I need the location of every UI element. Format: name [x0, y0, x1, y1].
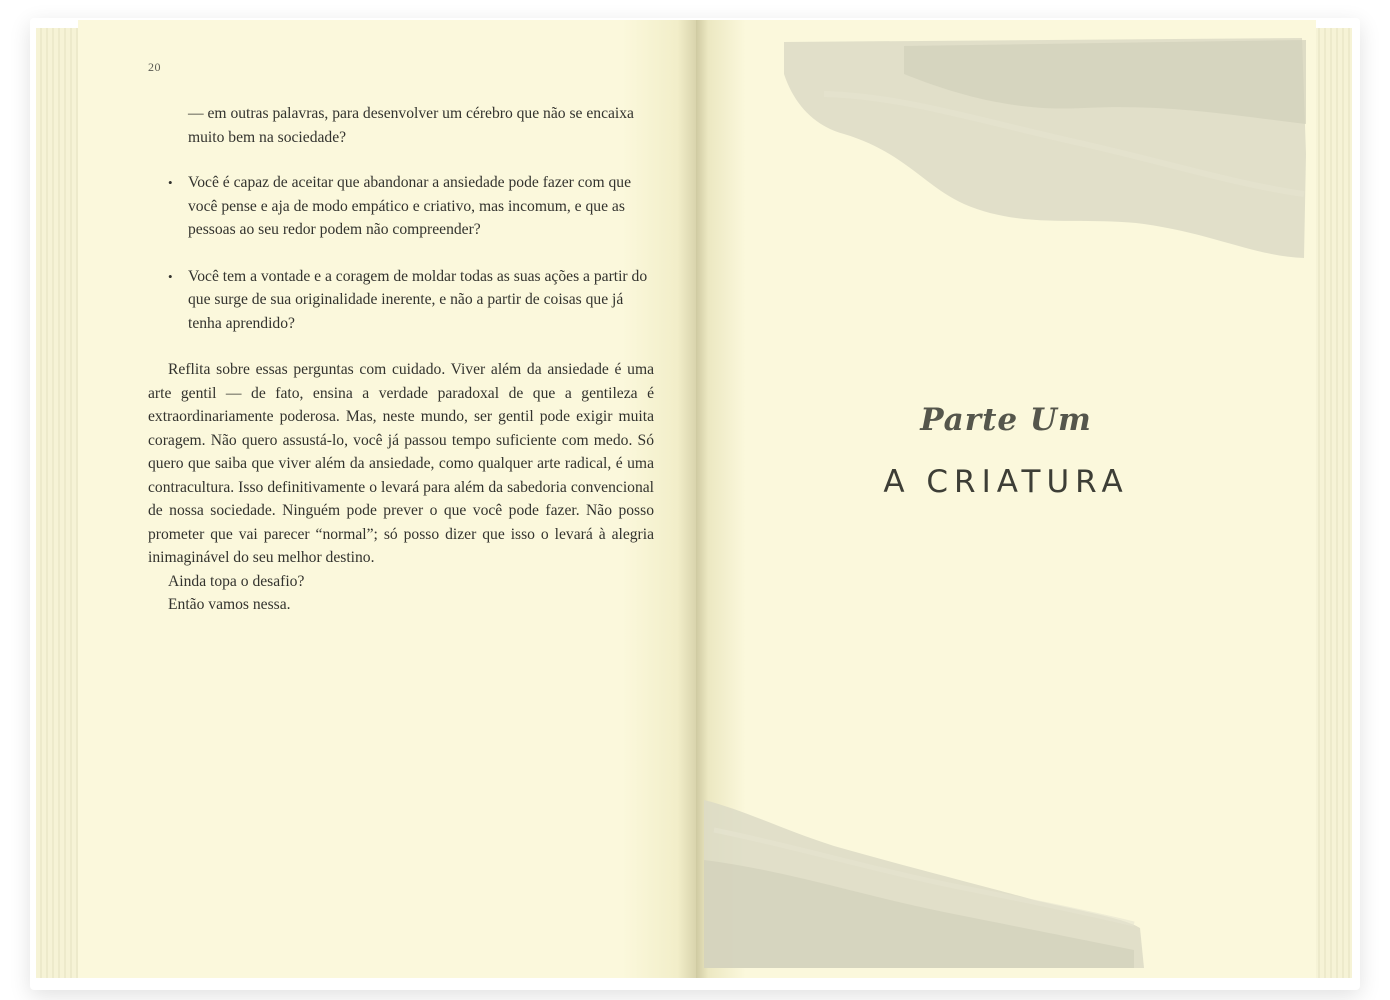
part-label: Parte Um: [920, 402, 1092, 438]
bullet-item: [148, 171, 654, 242]
brush-stroke-top: [784, 34, 1306, 264]
bullet-list: [148, 171, 654, 335]
bullet-icon: •: [168, 175, 173, 190]
bullet-text: Você tem a vontade e a coragem de moldar todas as suas ações a partir do que surge de sua originalidade inerente, e não a partir de coisas que já tenha aprendido?: [188, 267, 648, 332]
page-edges-right: [1314, 28, 1352, 978]
right-page: [696, 20, 1316, 978]
continuation-text: — em outras palavras, para desenvolver um cérebro que não se encaixa muito bem na sociedade?: [188, 105, 634, 146]
part-title: A CRIATURA: [883, 464, 1129, 500]
page-number: 20: [148, 60, 161, 74]
closing-line: Ainda topa o desafio?: [168, 572, 305, 590]
closing-line: Então vamos nessa.: [168, 596, 291, 613]
bullet-text: Você é capaz de aceitar que abandonar a ansiedade pode fazer com que você pense e aja de modo empático e criativo, mas incomum, e que as pessoas ao seu redor podem não compreender?: [188, 174, 632, 238]
left-page-body: [148, 102, 654, 617]
brush-stroke-bottom: [704, 800, 1144, 968]
page-edges-left: [36, 28, 82, 978]
bullet-icon: •: [168, 268, 173, 284]
body-paragraph: Reflita sobre essas perguntas com cuidado. Viver além da ansiedade é uma arte gentil — de fato, ensina a verdade paradoxal de que a gentileza é extraordinariamente poderosa. Mas, neste mundo, ser gentil pode exigir muita coragem. Não quero assustá-lo, você já passou tempo suficiente com medo. Só quero que saiba que viver além da ansiedade, como qualquer arte radical, é uma contracultura. Isso definitivamente o levará para além da sabedoria convencional de nossa sociedade. Ninguém pode prever o que você pode fazer. Não posso prometer que vai parecer “normal”; só posso dizer que isso o levará à alegria inimaginável do seu melhor destino.: [148, 361, 654, 566]
left-page: [78, 20, 696, 978]
bullet-item: [148, 265, 654, 336]
